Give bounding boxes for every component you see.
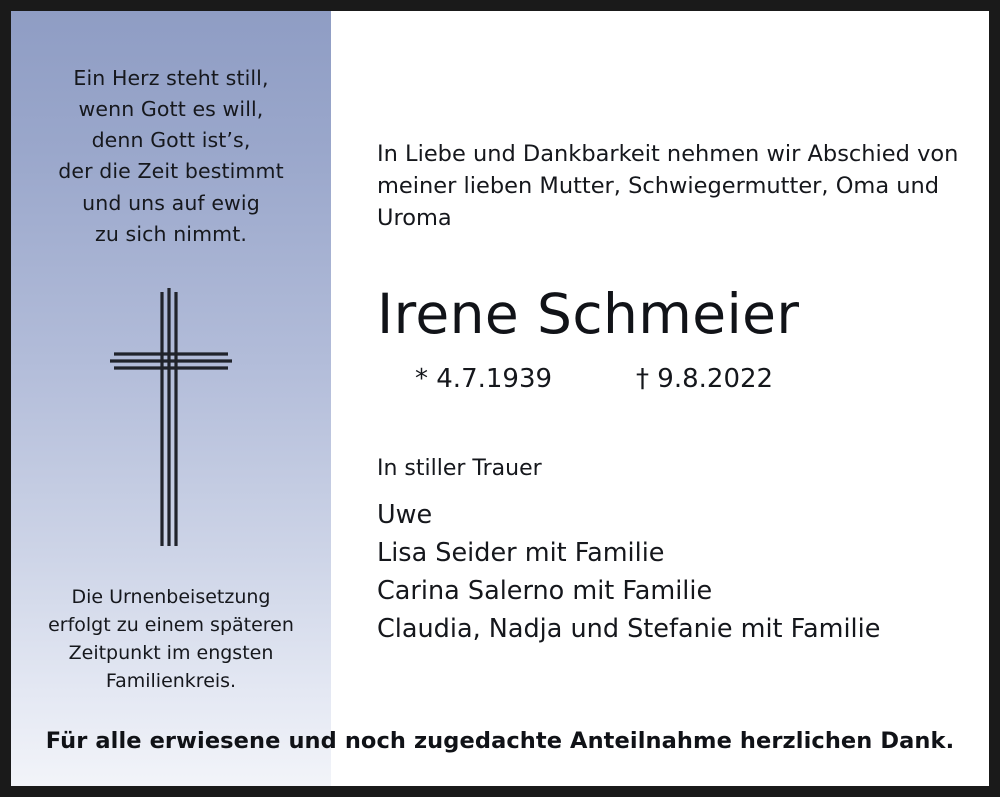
verse-line: der die Zeit bestimmt: [58, 159, 284, 184]
mourner-name: Uwe: [377, 499, 433, 530]
mourner-name: Carina Salerno mit Familie: [377, 575, 713, 606]
birth-date: * 4.7.1939: [415, 363, 553, 394]
announcement-line: Uroma: [377, 204, 452, 231]
main-content-panel: [331, 11, 989, 786]
verse-line: zu sich nimmt.: [94, 221, 247, 246]
verse-line: denn Gott ist’s,: [91, 128, 251, 153]
burial-note-line: Die Urnenbeisetzung: [71, 585, 271, 608]
mourner-name: Lisa Seider mit Familie: [377, 537, 665, 568]
christian-cross-icon: [106, 284, 236, 554]
verse-line: wenn Gott es will,: [78, 97, 264, 122]
deceased-name: Irene Schmeier: [377, 281, 800, 346]
verse-line: und uns auf ewig: [82, 190, 260, 215]
burial-note-line: Familienkreis.: [105, 669, 237, 692]
burial-note-line: erfolgt zu einem späteren: [48, 613, 294, 636]
mourners-list: [377, 497, 969, 649]
left-decorative-panel: [11, 11, 331, 786]
burial-note: [48, 584, 294, 696]
announcement-line: In Liebe und Dankbarkeit nehmen wir Abschied von: [377, 141, 959, 167]
memorial-verse: [58, 63, 283, 250]
mourning-label: In stiller Trauer: [377, 455, 542, 481]
obituary-inner: [11, 11, 989, 786]
thanks-message: Für alle erwiesene und noch zugedachte Anteilnahme herzlichen Dank.: [45, 728, 955, 754]
announcement-text: [377, 139, 969, 235]
verse-line: Ein Herz steht still,: [73, 66, 269, 90]
mourner-name: Claudia, Nadja und Stefanie mit Familie: [377, 613, 881, 644]
life-dates: [377, 364, 969, 394]
burial-note-line: Zeitpunkt im engsten: [68, 641, 274, 664]
announcement-line: meiner lieben Mutter, Schwiegermutter, Oma und: [377, 172, 940, 199]
death-date: † 9.8.2022: [636, 363, 774, 394]
